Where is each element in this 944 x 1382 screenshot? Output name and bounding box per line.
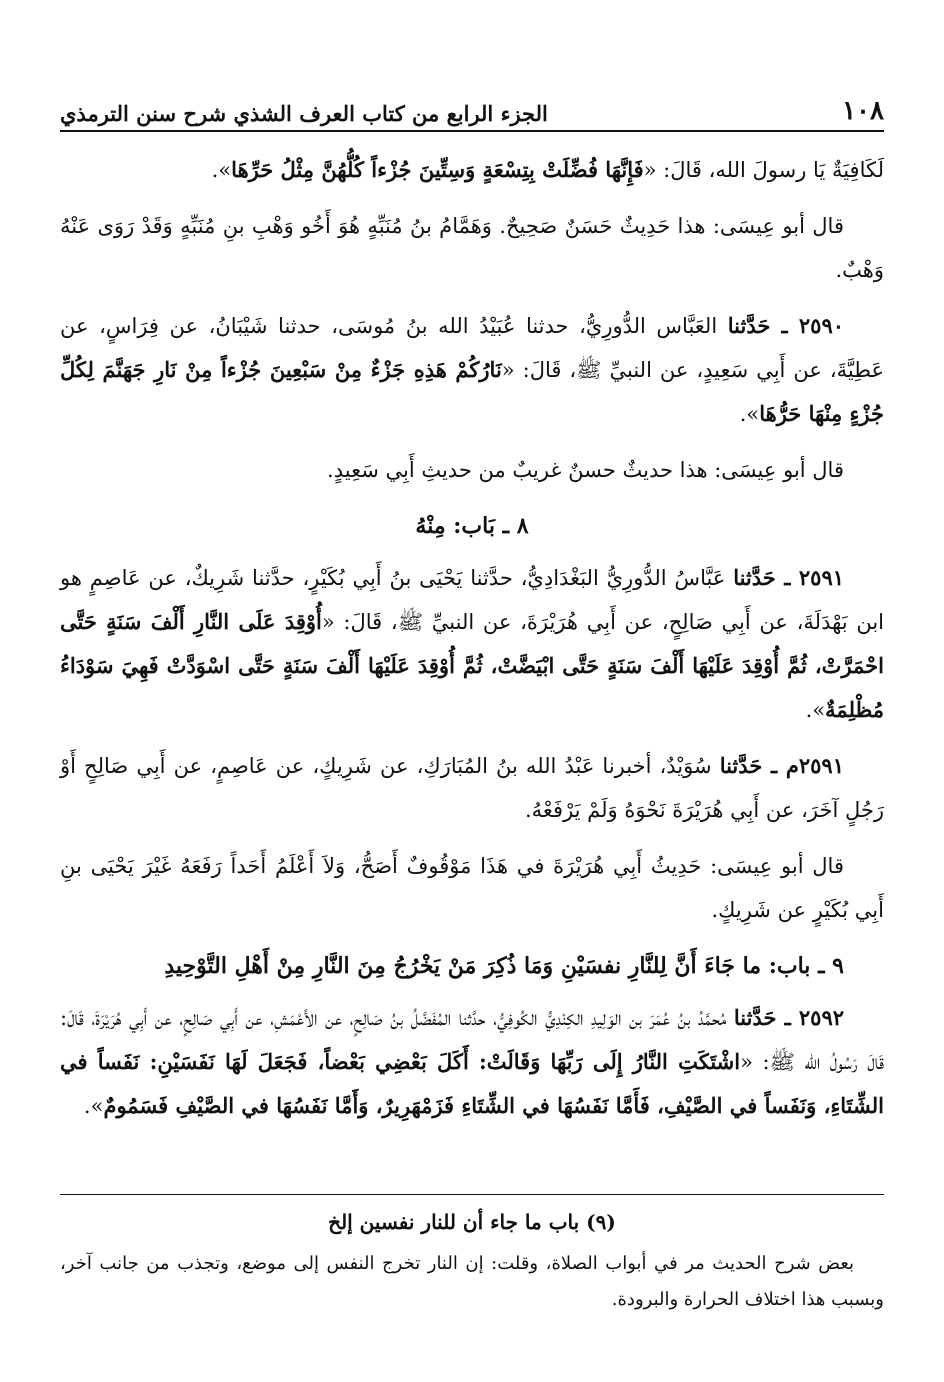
hadith-2591 bbox=[60, 556, 884, 732]
hadith-2590 bbox=[60, 304, 884, 436]
hadith-number: ٢٥٩١ ـ حَدَّثنا bbox=[733, 565, 845, 590]
running-title: الجزء الرابع من كتاب العرف الشذي شرح سنن الترمذي bbox=[60, 101, 548, 126]
text-run: لَكَافِيَةٌ يَا رسولَ الله، قَالَ: « bbox=[643, 158, 884, 182]
hadith-number: ٢٥٩٢ ـ حَدَّثنا bbox=[733, 1005, 845, 1030]
hadith-2592 bbox=[60, 996, 884, 1128]
hadith-2591m bbox=[60, 744, 884, 832]
hadith-quote: فَإِنَّهَا فُضِّلَتْ بِتِسْعَةٍ وَسِتِّينَ جُزْءاً كُلُّهُنَّ مِثْلُ حَرِّهَا bbox=[231, 157, 644, 182]
page-number: ١٠٨ bbox=[842, 96, 884, 126]
paragraph: قال أبو عِيسَى: هذا حَدِيثٌ حَسَنٌ صَحِيحٌ. وَهَمَّامُ بنُ مُنَبِّهٍ هُوَ أَخُو وَهْبِ بنِ مُنَبِّهٍ وَقَدْ رَوَى عَنْهُ وَهْبٌ. bbox=[60, 214, 884, 282]
hadith-number: ٢٥٩١م ـ حَدَّثنا bbox=[719, 753, 844, 778]
hadith-quote: اشْتَكَتِ النَّارُ إِلَى رَبِّهَا وَقَالَتْ: أَكَلَ بَعْضِي بَعْضاً، فَجَعَلَ لَهَا نَفَسَيْنِ: نَفَساً في الشِّتَاءِ، وَنَفَساً في الصَّيْفِ، فَأَمَّا نَفَسُهَا في الشِّتَاءِ فَزَمْهَرِيرٌ، وَأَمَّا نَفَسُهَا في الصَّيْفِ فَسَمُومٌ bbox=[60, 1049, 884, 1118]
footnote-title: (٩) باب ما جاء أن للنار نفسين إلخ bbox=[328, 1210, 616, 1234]
hadith-quote: نَارُكُمْ هَذِهِ جَزْءٌ مِنْ سَبْعِينَ جُزْءاً مِنْ نَارِ جَهَنَّمَ لِكُلِّ جُزْءٍ مِنْهَا حَرُّهَا bbox=[60, 357, 884, 426]
text-run: ». bbox=[211, 158, 232, 182]
hadith-quote: أُوْقِدَ عَلَى النَّارِ أَلْفَ سَنَةٍ حَتَّى احْمَرَّتْ، ثُمَّ أُوْقِدَ عَلَيْهَا أَلْفَ سَنَةٍ حَتَّى ابْيَضَّتْ، ثُمَّ أُوْقِدَ عَلَيْهَا أَلْفَ سَنَةٍ حَتَّى اسْوَدَّتْ فَهِيَ سَوْدَاءُ مُظْلِمَةٌ bbox=[60, 609, 884, 722]
main-text bbox=[60, 148, 884, 1140]
footnote bbox=[60, 1204, 884, 1318]
hadith-number: ٢٥٩٠ ـ حَدَّثنا bbox=[727, 313, 845, 338]
paragraph: قال أبو عِيسَى: حَدِيثُ أَبِي هُرَيْرَةَ في هَذَا مَوْقُوفٌ أَصَحُّ، وَلاَ أَعْلَمُ أَحَداً رَفَعَهُ غَيْرَ يَحْيَى بنِ أَبِي بُكَيْرٍ عن شَرِيكٍ. bbox=[60, 854, 884, 922]
header-rule bbox=[60, 130, 884, 132]
text-run: ». bbox=[805, 698, 826, 722]
text-run: عَبَّاسُ الدُّورِيُّ البَغْدَادِيُّ، حدَّثنا يَحْيَى بنُ أَبِي بُكَيْرٍ، حدَّثنا شَرِيكٌ، عن عَاصِمٍ هو ابن بَهْدَلَةَ، عن أَبِي صَالِحٍ، عن أَبِي هُرَيْرَةَ، عن النبيِّ ﷺ، قَالَ: « bbox=[60, 566, 885, 634]
page-header bbox=[60, 82, 884, 126]
paragraph bbox=[60, 148, 884, 192]
text-run: ». bbox=[739, 402, 760, 426]
text-run: مُحمَّدُ بنُ عُمَرَ بن الوَلِيدِ الكِنْدِيُّ الكُوفِيُّ، حدَّثنا المُفَضَّلُ بنُ صَالِحٍ، عن الأَعْمَشِ، عن أَبِي صَالِحٍ، عن أَبِي هُرَيْرَةَ، قَالَ: قَالَ رَسُولُ الله ﷺ: « bbox=[60, 1006, 884, 1074]
text-run: العَبَّاس الدُّورِيُّ، حدثنا عُبَيْدُ الله بنُ مُوسَى، حدثنا شَيْبَانُ، عن فِرَاسٍ، عن عَطِيَّةَ، عن أَبِي سَعِيدٍ، عن النبيِّ ﷺ، قَالَ: « bbox=[60, 314, 884, 382]
footnote-text: بعض شرح الحديث مر في أبواب الصلاة، وقلت: إن النار تخرج النفس إلى موضع، وتجذب من جانب آخر، وبسبب هذا اختلاف الحرارة والبرودة. bbox=[60, 1253, 884, 1310]
chapter-heading: ٨ ـ بَاب: مِنْهُ bbox=[415, 513, 529, 539]
text-run: ». bbox=[83, 1094, 104, 1118]
text-run: سُوَيْدٌ، أخبرنا عَبْدُ الله بنُ المُبَارَكِ، عن شَرِيكٍ، عن عَاصِمٍ، عن أَبِي صَالِحٍ أَوْ رَجُلٍ آخَرَ، عن أَبِي هُرَيْرَةَ نَحْوَهُ وَلَمْ يَرْفَعْهُ. bbox=[60, 754, 884, 822]
chapter-heading: ٩ ـ باب: ما جَاءَ أَنَّ لِلنَّارِ نفسَيْنِ وَمَا ذُكِرَ مَنْ يَخْرُجُ مِنَ النَّارِ مِنْ أَهْلِ التَّوْحِيدِ bbox=[164, 953, 844, 979]
footnote-rule bbox=[60, 1194, 884, 1195]
paragraph: قال أبو عِيسَى: هذا حديثٌ حسنٌ غريبٌ من حديثِ أَبِي سَعِيدٍ. bbox=[327, 458, 844, 482]
